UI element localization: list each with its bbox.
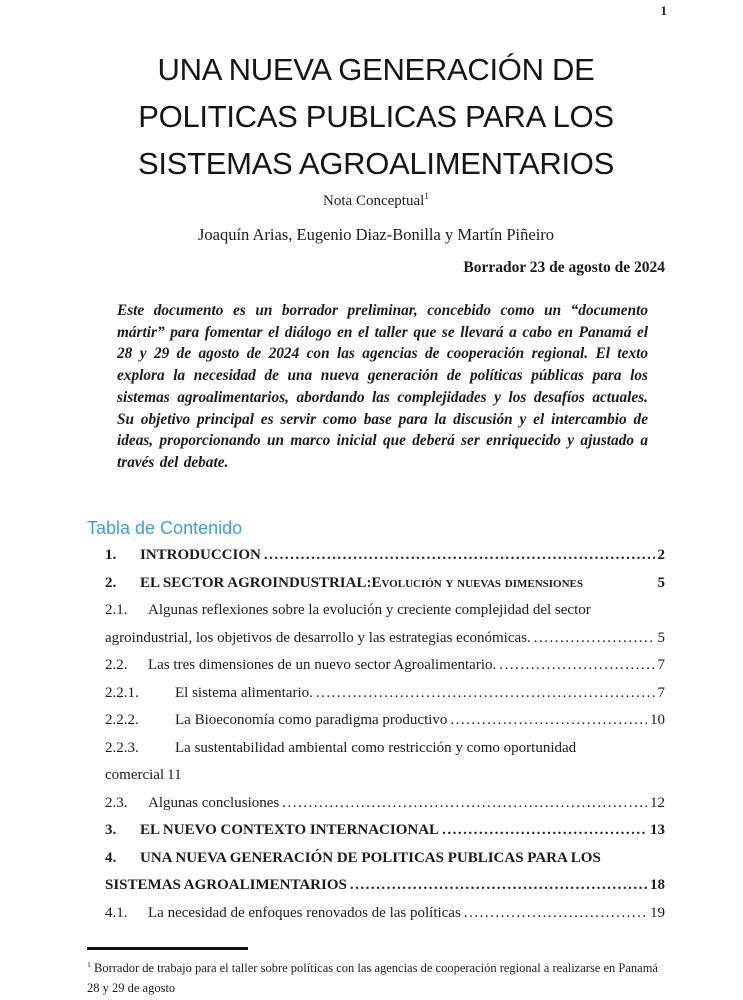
toc-page-number: 5	[657, 629, 665, 646]
toc-entry-text: INTRODUCCION	[140, 547, 261, 563]
toc-dot-leader	[450, 707, 647, 735]
toc-entry-number: 2.	[105, 574, 117, 591]
toc-dot-leader	[316, 680, 655, 708]
toc-page-number: 7	[657, 684, 665, 701]
toc-dot-leader	[282, 790, 647, 818]
footnote-number: 1	[87, 959, 91, 969]
draft-date: Borrador 23 de agosto de 2024	[463, 259, 665, 276]
toc-entry-number: 2.2.3.	[105, 739, 139, 756]
document-title	[87, 46, 665, 187]
footnote-separator	[87, 947, 248, 950]
toc-entry-number: 4.1.	[105, 904, 128, 921]
toc-entry-number: 2.1.	[105, 602, 128, 618]
toc-entry[interactable]	[105, 790, 665, 818]
toc-dot-leader	[350, 872, 647, 900]
toc-entry-text: Algunas conclusiones	[148, 794, 280, 811]
toc-page-number: 13	[650, 822, 665, 838]
toc-page-number: 12	[650, 794, 665, 811]
abstract-paragraph: Este documento es un borrador preliminar, concebido como un “documento mártir” para fomentar el diálogo en el taller que se llevará a cabo en Panamá el 28 y 29 de agosto de 2024 con las agencias de cooperación regional. El texto explora la necesidad de una nueva generación de políticas públicas para los sistemas agroalimentarios, abordando las complejidades y los desafíos actuales. Su objetivo principal es servir como base para la discusión y el intercambio de ideas, proporcionando un marco inicial que deberá ser enriquecido y ajustado a través del debate.	[117, 302, 648, 471]
toc-entry-line	[105, 625, 665, 653]
toc-entry-line	[105, 542, 665, 570]
toc-page-number: 7	[657, 657, 665, 673]
toc-entry-text: Las tres dimensiones de un nuevo sector Agroalimentario.	[148, 657, 497, 673]
toc-entry-text: UNA NUEVA GENERACIÓN DE POLITICAS PUBLICAS PARA LOS	[140, 849, 601, 866]
toc-entry[interactable]	[105, 652, 665, 680]
toc-dot-leader	[442, 817, 647, 845]
toc-dot-leader	[499, 652, 654, 680]
footnote-area	[87, 947, 665, 999]
footnote-text	[87, 958, 665, 999]
title-line-2: POLITICAS PUBLICAS PARA LOS	[138, 99, 614, 134]
toc-entry[interactable]	[105, 735, 665, 790]
toc-entry-line	[105, 597, 665, 625]
toc-entry-number: 2.3.	[105, 794, 128, 811]
toc-entry-text: La Bioeconomía como paradigma productivo	[175, 712, 448, 728]
toc-entry-line	[105, 680, 665, 708]
toc-entry-text: Algunas reflexiones sobre la evolución y creciente complejidad del sector	[148, 602, 591, 618]
toc-entry-number: 4.	[105, 849, 117, 866]
toc-dot-leader	[464, 900, 647, 928]
subtitle	[87, 191, 665, 211]
authors-line: Joaquín Arias, Eugenio Diaz-Bonilla y Martín Piñeiro	[197, 225, 555, 244]
toc-entry-number: 2.2.	[105, 657, 128, 673]
toc-entry-text: EL SECTOR AGROINDUSTRIAL:	[140, 574, 372, 591]
toc-page-number: 19	[650, 904, 665, 921]
toc-entry-number: 2.2.1.	[105, 684, 139, 701]
toc-entry-line	[105, 900, 665, 928]
toc-entry-text: SISTEMAS AGROALIMENTARIOS	[105, 877, 347, 893]
toc-entry[interactable]	[105, 680, 665, 708]
toc-heading: Tabla de Contenido	[87, 518, 243, 538]
toc-entries	[105, 542, 665, 927]
toc-entry[interactable]	[105, 597, 665, 652]
footnote-reference-mark: 1	[424, 192, 429, 202]
toc-entry-line	[105, 872, 665, 900]
toc-entry-text: La sustentabilidad ambiental como restricción y como oportunidad	[175, 739, 577, 756]
toc-entry-line	[105, 652, 665, 680]
toc-dot-leader	[264, 542, 655, 570]
toc-entry-text: EL NUEVO CONTEXTO INTERNACIONAL	[140, 822, 440, 838]
toc-entry-line	[105, 817, 665, 845]
toc-entry-line	[105, 762, 665, 790]
page-content	[87, 46, 665, 927]
toc-entry[interactable]	[105, 570, 665, 598]
toc-entry-number: 2.2.2.	[105, 712, 139, 728]
toc-entry-number: 1.	[105, 547, 117, 563]
toc-entry-line	[105, 707, 665, 735]
subtitle-text: Nota Conceptual	[323, 193, 425, 209]
title-line-3: SISTEMAS AGROALIMENTARIOS	[138, 146, 614, 181]
page-number: 1	[660, 3, 667, 18]
toc-entry-line	[105, 735, 665, 763]
toc-entry-line	[105, 570, 665, 598]
footnote-body: Borrador de trabajo para el taller sobre políticas con las agencias de cooperación regional a realizarse en Panamá 28 y 29 de agosto	[87, 960, 658, 995]
toc-entry-number: 3.	[105, 822, 117, 838]
title-line-1: UNA NUEVA GENERACIÓN DE	[157, 52, 595, 87]
toc-dot-leader	[534, 625, 655, 653]
toc-entry-text: agroindustrial, los objetivos de desarrollo y las estrategias económicas.	[105, 629, 531, 646]
toc-page-number: 5	[657, 574, 665, 591]
toc-entry[interactable]	[105, 817, 665, 845]
toc-entry-text: El sistema alimentario.	[175, 684, 313, 701]
toc-entry[interactable]	[105, 845, 665, 900]
toc-page-number: 11	[167, 767, 182, 783]
toc-entry[interactable]	[105, 900, 665, 928]
toc-entry-line	[105, 790, 665, 818]
toc-entry[interactable]	[105, 542, 665, 570]
toc-entry-text: comercial	[105, 767, 165, 783]
toc-entry-text: La necesidad de enfoques renovados de las políticas	[148, 904, 461, 921]
toc-entry[interactable]	[105, 707, 665, 735]
toc-page-number: 2	[657, 547, 665, 563]
toc-page-number: 10	[650, 712, 665, 728]
toc-page-number: 18	[650, 877, 665, 893]
toc-entry-line	[105, 845, 665, 873]
toc-entry-text-smallcaps: Evolución y nuevas dimensiones	[371, 574, 583, 591]
